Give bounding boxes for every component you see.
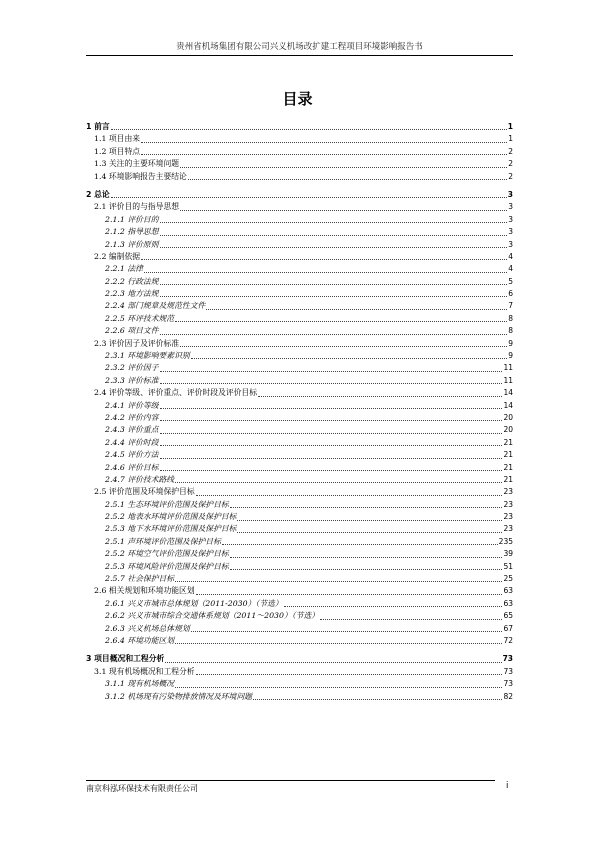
toc-entry-label: 2.4.4 评价时段 (105, 437, 159, 447)
toc-leader-dots (160, 470, 503, 471)
toc-entry-label: 2.1.3 评价原则 (105, 239, 159, 249)
toc-entry-label: 2.4.3 评价重点 (105, 425, 159, 435)
toc-entry-label: 2.6.4 环境功能区划 (105, 636, 175, 645)
toc-leader-dots (175, 581, 502, 582)
toc-entry-label: 2.5.1 声环境评价范围及保护目标 (105, 536, 221, 546)
toc-entry[interactable] (86, 462, 513, 474)
toc-entry-page: 11 (503, 363, 513, 373)
toc-entry[interactable] (86, 239, 513, 251)
toc-leader-dots (237, 532, 502, 533)
toc-leader-dots (165, 662, 501, 663)
toc-leader-dots (175, 482, 502, 483)
toc-entry-page: 23 (503, 499, 513, 509)
toc-entry-label: 2.5 评价范围及环境保护目标 (94, 487, 195, 497)
toc-leader-dots (111, 197, 507, 198)
toc-entry-page: 65 (503, 611, 513, 621)
toc-leader-dots (230, 569, 503, 570)
toc-entry-page: 1 (507, 121, 513, 131)
toc-leader-dots (144, 272, 507, 273)
toc-entry-page: 1 (508, 134, 513, 144)
toc-entry-label: 1 前言 (86, 121, 110, 131)
toc-leader-dots (253, 699, 502, 700)
toc-entry-label: 2.1.1 评价目的 (105, 214, 159, 224)
toc-entry-page: 20 (503, 412, 513, 422)
toc-entry-page: 6 (508, 289, 513, 299)
toc-entry-page: 3 (508, 227, 513, 237)
toc-leader-dots (160, 445, 503, 446)
toc-entry-page: 20 (503, 425, 513, 435)
toc-entry[interactable] (86, 486, 513, 498)
toc-entry-label: 3.1.2 机场现有污染物排放情况及环境问题 (105, 691, 253, 701)
toc-entry-page: 23 (503, 487, 513, 497)
toc-leader-dots (180, 167, 507, 168)
toc-entry[interactable] (86, 146, 513, 158)
toc-leader-dots (320, 619, 502, 620)
toc-leader-dots (188, 179, 507, 180)
toc-entry-page: 63 (503, 598, 513, 608)
toc-leader-dots (196, 674, 503, 675)
toc-entry-page: 2 (508, 171, 513, 181)
toc-entry-label: 2.4.2 评价内容 (105, 412, 159, 422)
toc-leader-dots (258, 396, 502, 397)
toc-entry-page: 3 (507, 189, 513, 199)
toc-entry-label: 2.6.1 兴义市城市总体规划（2011-2030）（节选） (105, 598, 283, 608)
toc-entry-label: 2.3.2 评价因子 (105, 363, 159, 373)
toc-entry-page: 4 (508, 264, 513, 274)
toc-entry-page: 2 (508, 159, 513, 169)
toc-entry[interactable] (86, 474, 513, 486)
toc-entry-page: 4 (508, 251, 513, 261)
toc-entry[interactable] (86, 635, 513, 647)
toc-entry-page: 63 (503, 586, 513, 596)
toc-entry[interactable] (86, 121, 513, 133)
toc-entry-page: 9 (508, 351, 513, 361)
toc-entry[interactable] (86, 325, 513, 337)
toc-entry[interactable] (86, 201, 513, 213)
toc-entry[interactable] (86, 189, 513, 201)
toc-entry[interactable] (86, 666, 513, 678)
toc-entry[interactable] (86, 375, 513, 387)
toc-entry-page: 11 (503, 375, 513, 385)
toc-entry-page: 23 (503, 512, 513, 522)
toc-leader-dots (160, 371, 503, 372)
toc-entry-label: 2.6 相关规划和环境功能区划 (94, 586, 195, 596)
toc-entry-page: 8 (508, 326, 513, 336)
toc-entry-label: 2.4 评价等级、评价重点、评价时段及评价目标 (94, 388, 258, 398)
toc-entry-label: 2.5.2 地表水环境评价范围及保护目标 (105, 512, 237, 522)
toc-leader-dots (160, 284, 508, 285)
toc-entry[interactable] (86, 678, 513, 690)
toc-leader-dots (160, 334, 508, 335)
toc-entry[interactable] (86, 338, 513, 350)
toc-leader-dots (191, 631, 503, 632)
table-of-contents (86, 121, 513, 703)
toc-entry-page: 21 (503, 450, 513, 460)
running-header: 贵州省机场集团有限公司兴义机场改扩建工程项目环境影响报告书 (176, 42, 423, 52)
toc-leader-dots (160, 433, 503, 434)
toc-leader-dots (175, 321, 507, 322)
toc-entry-label: 2 总论 (86, 189, 110, 199)
toc-leader-dots (160, 296, 508, 297)
toc-entry-page: 73 (503, 679, 513, 689)
toc-entry-page: 3 (508, 214, 513, 224)
toc-entry-page: 3 (508, 239, 513, 249)
header-rule (86, 55, 513, 56)
toc-entry-label: 2.1 评价目的与指导思想 (94, 202, 180, 212)
toc-leader-dots (141, 142, 507, 143)
toc-entry-page: 9 (508, 338, 513, 348)
footer-company: 南京科泓环保技术有限责任公司 (86, 784, 198, 793)
toc-entry[interactable] (86, 300, 513, 312)
toc-entry-label: 2.2.6 项目文件 (105, 326, 159, 336)
toc-leader-dots (160, 222, 508, 223)
toc-entry-label: 2.3.1 环境影响要素识别 (105, 351, 190, 361)
toc-entry-label: 2.1.2 指导思想 (105, 227, 159, 237)
toc-entry-label: 2.4.1 评价等级 (105, 400, 159, 410)
toc-entry-page: 14 (503, 388, 513, 398)
toc-entry-page: 73 (503, 666, 513, 676)
toc-entry-page: 39 (503, 549, 513, 559)
toc-entry[interactable] (86, 387, 513, 399)
toc-entry-label: 2.6.3 兴义机场总体规划 (105, 623, 190, 633)
toc-entry-label: 3 项目概况和工程分析 (86, 654, 165, 664)
toc-entry[interactable] (86, 171, 513, 183)
toc-entry-page: 2 (508, 146, 513, 156)
toc-entry-page: 7 (508, 301, 513, 311)
toc-entry-label: 2.3.3 评价标准 (105, 375, 159, 385)
page-title: 目录 (282, 90, 313, 108)
toc-entry-page: 73 (502, 654, 513, 664)
toc-leader-dots (160, 247, 508, 248)
toc-entry-label: 2.2.3 地方法规 (105, 289, 159, 299)
toc-leader-dots (284, 606, 503, 607)
toc-entry-page: 8 (508, 313, 513, 323)
toc-entry-page: 3 (508, 202, 513, 212)
toc-entry[interactable] (86, 561, 513, 573)
toc-leader-dots (180, 210, 507, 211)
toc-entry[interactable] (86, 251, 513, 263)
toc-entry-label: 2.5.7 社会保护目标 (105, 574, 175, 584)
toc-entry-page: 23 (503, 524, 513, 534)
toc-leader-dots (141, 259, 507, 260)
toc-entry[interactable] (86, 691, 513, 703)
toc-entry-label: 2.2.1 法律 (105, 264, 143, 274)
toc-entry[interactable] (86, 585, 513, 597)
toc-entry[interactable] (86, 313, 513, 325)
toc-leader-dots (180, 346, 507, 347)
toc-entry-label: 3.1 现有机场概况和工程分析 (94, 666, 195, 676)
toc-entry[interactable] (86, 400, 513, 412)
toc-entry[interactable] (86, 499, 513, 511)
toc-leader-dots (206, 309, 507, 310)
toc-leader-dots (141, 154, 507, 155)
toc-leader-dots (191, 358, 508, 359)
toc-entry[interactable] (86, 573, 513, 585)
toc-entry[interactable] (86, 524, 513, 536)
toc-entry[interactable] (86, 449, 513, 461)
toc-leader-dots (160, 420, 503, 421)
toc-entry[interactable] (86, 598, 513, 610)
toc-entry-label: 2.6.2 兴义市城市综合交通体系规划（2011～2030）（节选） (105, 611, 320, 621)
toc-entry[interactable] (86, 653, 513, 665)
toc-entry[interactable] (86, 133, 513, 145)
toc-entry-label: 2.4.7 评价技术路线 (105, 474, 175, 484)
toc-entry-label: 2.5.1 生态环境评价范围及保护目标 (105, 499, 229, 509)
toc-leader-dots (196, 495, 503, 496)
footer-page-number: i (506, 781, 509, 791)
toc-entry-label: 3.1.1 现有机场概况 (105, 679, 175, 689)
toc-entry-label: 2.2.2 行政法规 (105, 276, 159, 286)
toc-entry-label: 2.5.2 环境空气评价范围及保护目标 (105, 549, 229, 559)
toc-entry-label: 2.5.3 地下水环境评价范围及保护目标 (105, 524, 237, 534)
toc-entry-label: 2.2.5 环评技术规范 (105, 313, 175, 323)
toc-entry-page: 21 (503, 474, 513, 484)
toc-entry-page: 5 (508, 276, 513, 286)
toc-entry[interactable] (86, 288, 513, 300)
toc-entry[interactable] (86, 511, 513, 523)
toc-leader-dots (175, 687, 502, 688)
toc-entry[interactable] (86, 350, 513, 362)
toc-leader-dots (230, 507, 503, 508)
toc-leader-dots (160, 235, 508, 236)
toc-leader-dots (222, 544, 498, 545)
toc-entry-label: 2.2.4 部门规章及规范性文件 (105, 301, 206, 311)
toc-leader-dots (160, 408, 503, 409)
footer-rule (86, 780, 495, 781)
toc-entry-page: 67 (503, 623, 513, 633)
toc-entry-page: 82 (503, 691, 513, 701)
toc-entry-label: 2.4.5 评价方法 (105, 450, 159, 460)
toc-entry-label: 2.2 编制依据 (94, 251, 141, 261)
toc-leader-dots (175, 643, 502, 644)
toc-leader-dots (237, 520, 502, 521)
toc-entry-label: 1.3 关注的主要环境问题 (94, 159, 180, 169)
toc-entry[interactable] (86, 158, 513, 170)
toc-entry-label: 1.2 项目特点 (94, 146, 141, 156)
toc-entry-page: 14 (503, 400, 513, 410)
toc-entry-label: 1.1 项目由来 (94, 134, 141, 144)
toc-entry-label: 2.5.3 环境风险评价范围及保护目标 (105, 561, 229, 571)
toc-leader-dots (230, 557, 503, 558)
toc-entry-page: 72 (503, 636, 513, 645)
toc-entry-page: 21 (503, 437, 513, 447)
toc-entry[interactable] (86, 412, 513, 424)
toc-entry[interactable] (86, 276, 513, 288)
toc-entry[interactable] (86, 214, 513, 226)
toc-leader-dots (196, 594, 503, 595)
toc-leader-dots (111, 129, 507, 130)
toc-leader-dots (160, 458, 503, 459)
toc-entry[interactable] (86, 226, 513, 238)
toc-entry-page: 21 (503, 462, 513, 472)
toc-entry-page: 51 (503, 561, 513, 571)
toc-entry[interactable] (86, 548, 513, 560)
toc-entry[interactable] (86, 263, 513, 275)
toc-entry-page: 235 (498, 536, 513, 546)
toc-entry[interactable] (86, 424, 513, 436)
toc-entry[interactable] (86, 623, 513, 635)
toc-entry[interactable] (86, 362, 513, 374)
toc-entry[interactable] (86, 610, 513, 622)
toc-entry-label: 2.4.6 评价目标 (105, 462, 159, 472)
toc-leader-dots (160, 383, 503, 384)
toc-entry-label: 1.4 环境影响报告主要结论 (94, 171, 187, 181)
toc-entry[interactable] (86, 437, 513, 449)
toc-entry-page: 25 (503, 574, 513, 584)
toc-entry-label: 2.3 评价因子及评价标准 (94, 338, 180, 348)
toc-entry[interactable] (86, 536, 513, 548)
